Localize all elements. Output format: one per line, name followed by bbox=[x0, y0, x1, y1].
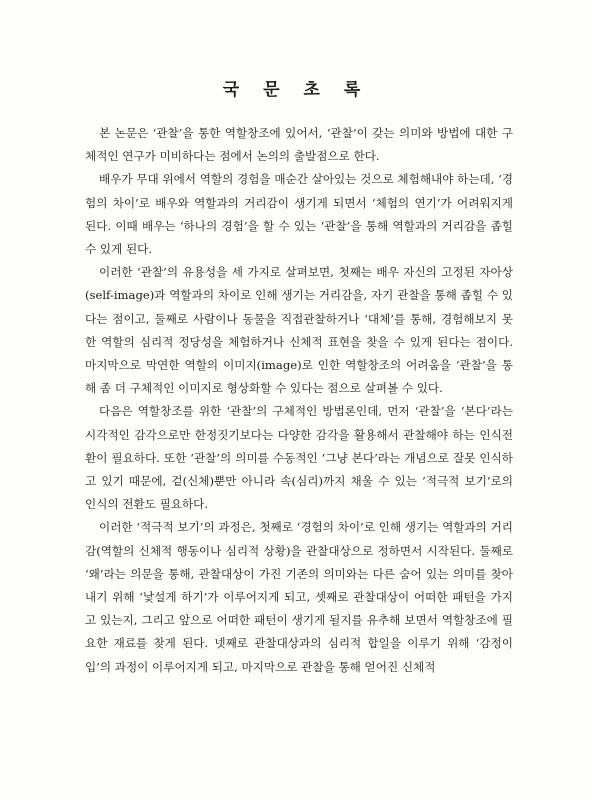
paragraph: 이러한 ‘적극적 보기’의 과정은, 첫째로 ‘경험의 차이’로 인해 생기는 역할과의 거리감(역할의 신체적 행동이나 심리적 상황)을 관찰대상으로 정하면서 시작된다. 둘째로 ‘왜’라는 의문을 통해, 관찰대상이 가진 기존의 의미와는 다른 숨어 있는 의미를 찾아내기 위해 ‘낯설게 하기’가 이루어지게 되고, 셋째로 관찰대상이 어떠한 패턴을 가지고 있는지, 그리고 앞으로 어떠한 패턴이 생기게 될지를 유추해 보면서 역할창조에 필요한 재료를 찾게 된다. 넷째로 관찰대상과의 심리적 합일을 이루기 위해 ‘감정이입’의 과정이 이루어지게 되고, 마지막으로 관찰을 통해 얻어진 신체적 bbox=[85, 520, 513, 674]
paragraph: 다음은 역할창조를 위한 ‘관찰’의 구체적인 방법론인데, 먼저 ‘관찰’을 ‘본다’라는 시각적인 감각으로만 한정짓기보다는 다양한 감각을 활용해서 관찰해야 하는 인식전환이 필요하다. 또한 ‘관찰’의 의미를 수동적인 ‘그냥 본다’라는 개념으로 잘못 인식하고 있기 때문에, 겉(신체)뿐만 아니라 속(심리)까지 채울 수 있는 ‘적극적 보기’로의 인식의 전환도 필요하다. bbox=[85, 404, 513, 512]
paragraph: 이러한 ‘관찰’의 유용성을 세 가지로 살펴보면, 첫째는 배우 자신의 고정된 자아상(self-image)과 역할과의 차이로 인해 생기는 거리감을, 자기 관찰을 통해 좁힐 수 있다는 점이고, 둘째로 사람이나 동물을 직접관찰하거나 ‘대체’를 통해, 경험해보지 못한 역할의 심리적 정당성을 체험하거나 신체적 표현을 찾을 수 있게 된다는 점이다. 마지막으로 막연한 역할의 이미지(image)로 인한 역할창조의 어려움을 ‘관찰’을 통해 좀 더 구체적인 이미지로 형상화할 수 있다는 점으로 살펴볼 수 있다. bbox=[85, 265, 513, 396]
abstract-body bbox=[85, 122, 513, 679]
paragraph: 배우가 무대 위에서 역할의 경험을 매순간 살아있는 것으로 체험해내야 하는데, ‘경험의 차이’로 배우와 역할과의 거리감이 생기게 되면서 ‘체험의 연기’가 어려워지게 된다. 이때 배우는 ‘하나의 경험’을 할 수 있는 ‘관찰’을 통해 역할과의 거리감을 좁힐 수 있게 된다. bbox=[85, 172, 513, 257]
paragraph: 본 논문은 ‘관찰’을 통한 역할창조에 있어서, ‘관찰’이 갖는 의미와 방법에 대한 구체적인 연구가 미비하다는 점에서 논의의 출발점으로 한다. bbox=[85, 126, 513, 164]
page-title: 국 문 초 록 bbox=[222, 80, 370, 100]
